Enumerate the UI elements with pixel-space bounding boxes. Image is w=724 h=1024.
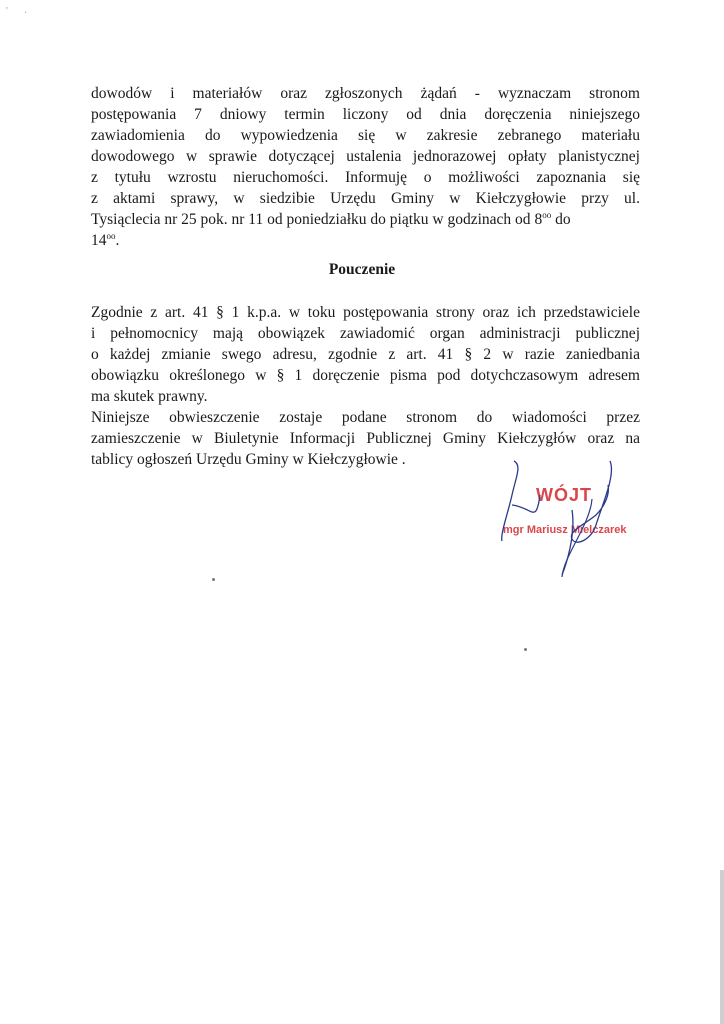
body-line: Tysiąclecia nr 25 pok. nr 11 od poniedziałku do piątku w godzinach od bbox=[91, 211, 531, 228]
instruction-line: ma skutek prawny. bbox=[91, 388, 208, 405]
instruction-line: obowiązku określonego w § 1 doręczenie pisma pod dotychczasowym adresem bbox=[91, 367, 640, 384]
body-line-hours bbox=[91, 210, 640, 230]
hour-to: 14 bbox=[91, 232, 107, 249]
hour-from-minutes: oo bbox=[542, 210, 552, 220]
scan-edge bbox=[720, 870, 724, 1024]
stamp-name: mgr Mariusz Mielczarek bbox=[503, 524, 627, 536]
instruction-line: zamieszczenie w Biuletynie Informacji Publicznej Gminy Kiełczygłów oraz na bbox=[91, 430, 640, 447]
instruction-line: o każdej zmianie swego adresu, zgodnie z art. 41 § 2 w razie zaniedbania bbox=[91, 346, 640, 363]
instruction-line: Niniejsze obwieszczenie zostaje podane stronom do wiadomości przez bbox=[91, 409, 640, 426]
body-line: dowodów i materiałów oraz zgłoszonych żądań - wyznaczam stronom bbox=[91, 85, 640, 102]
scan-speck bbox=[524, 648, 527, 651]
body-line: postępowania 7 dniowy termin liczony od dnia doręczenia niniejszego bbox=[91, 106, 640, 123]
hour-to-word: do bbox=[555, 211, 571, 228]
instruction-line: Zgodnie z art. 41 § 1 k.p.a. w toku postępowania strony oraz ich przedstawiciele bbox=[91, 304, 640, 321]
body-line: z aktami sprawy, w siedzibie Urzędu Gminy w Kiełczygłowie przy ul. bbox=[91, 190, 640, 207]
scan-mark: ' bbox=[6, 6, 8, 17]
instruction-line: i pełnomocnicy mają obowiązek zawiadomić organ administracji publicznej bbox=[91, 325, 640, 342]
hour-from: 8 bbox=[534, 211, 543, 228]
body-line: zawiadomienia do wypowiedzenia się w zakresie zebranego materiału bbox=[91, 127, 640, 144]
instruction-line: tablicy ogłoszeń Urzędu Gminy w Kiełczygłowie . bbox=[91, 451, 406, 468]
signature-icon bbox=[492, 455, 637, 585]
body-line-hours-end bbox=[91, 231, 640, 251]
body-line: dowodowego w sprawie dotyczącej ustalenia jednorazowej opłaty planistycznej bbox=[91, 148, 640, 165]
scan-speck bbox=[212, 578, 215, 581]
section-heading: Pouczenie bbox=[328, 261, 396, 278]
hour-to-minutes: oo bbox=[106, 231, 116, 241]
sentence-end: . bbox=[115, 232, 120, 249]
scan-mark: · bbox=[24, 8, 28, 19]
stamp-title: WÓJT bbox=[536, 485, 592, 505]
body-line: z tytułu wzrostu nieruchomości. Informuję o możliwości zapoznania się bbox=[91, 169, 640, 186]
